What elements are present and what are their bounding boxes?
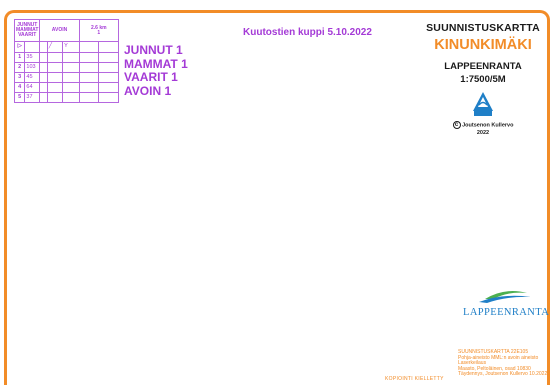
lappeenranta-logo-icon [465,287,545,305]
fork-symbol: Y [63,42,79,53]
sponsor-name: LAPPEENRANTA [463,307,550,318]
map-city: LAPPEENRANTA [444,61,522,72]
map-name: KINUNKIMÄKI [434,37,532,53]
class-item: VAARIT 1 [124,70,178,84]
class-item: AVOIN 1 [124,83,172,98]
map-scale: 1:7500/5M [460,74,506,85]
map-credits: SUUNNISTUSKARTTA 22E105 Pohja-aineisto MML:n avoin aineisto Laserkeilaus Maasto, Peltoläinen, osad 10830 Täydennys, Joutsenon Kullervo 10.2022 [458,349,548,378]
class-item: MAMMAT 1 [124,56,188,71]
copyright-icon: c [453,121,461,129]
class-item: JUNNUT 1 [124,43,183,57]
event-title: Kuutostien kuppi 5.10.2022 [243,27,372,38]
symbol-row [15,42,119,53]
copyright-year: 2022 [476,130,490,136]
control-row: 5 37 [15,93,119,103]
control-row: 2 103 [15,63,119,73]
copyright: c Joutsenon Kullervo [420,121,546,129]
class-list [124,44,188,98]
copy-prohibited-note: KOPIOINTI KIELLETTY [385,376,444,382]
control-row: 4 64 [15,83,119,93]
class-header: JUNNUT MAMMAT VAARIT [15,20,40,42]
control-card [14,19,119,103]
control-card-header [15,20,119,42]
map-title-block [420,22,546,136]
club-logo-icon [472,91,494,117]
open-header: AVOIN [40,20,79,42]
start-triangle-icon: ▷ [15,42,25,53]
control-row: 3 45 [15,73,119,83]
map-type: SUUNNISTUSKARTTA [426,22,540,34]
control-row: 1 35 [15,53,119,63]
length-header: 2.6 km 1 [79,20,118,42]
slash-symbol: ╱ [47,42,62,53]
